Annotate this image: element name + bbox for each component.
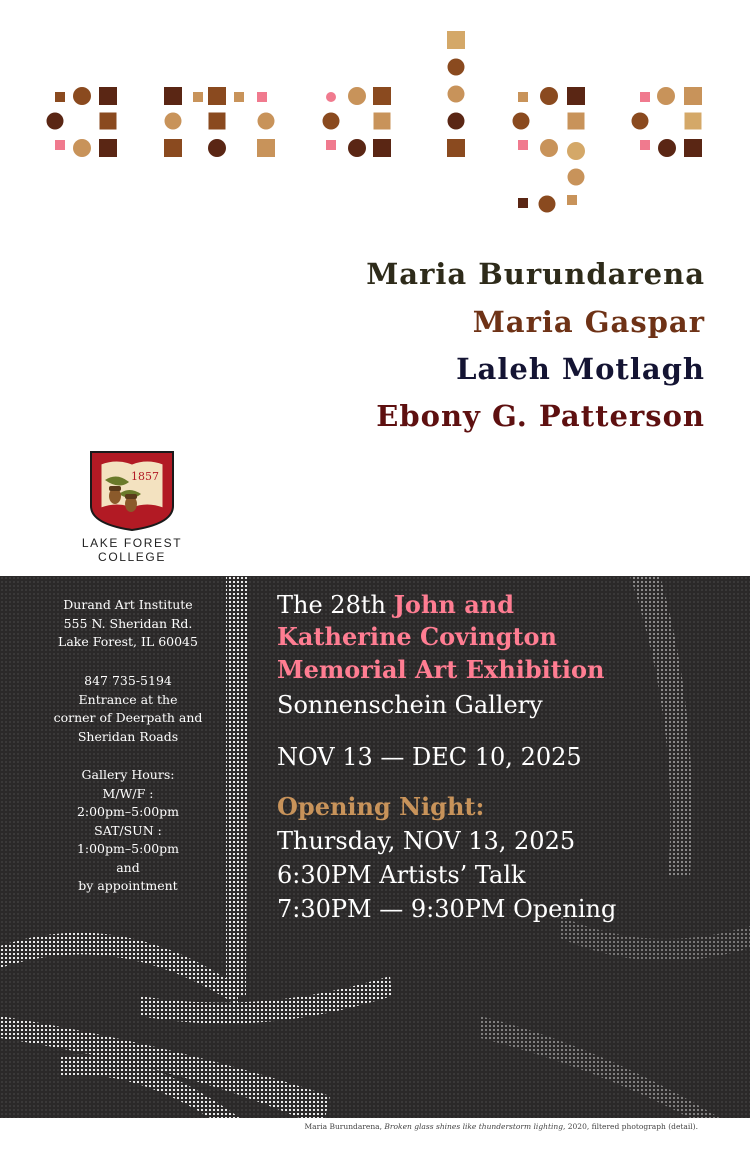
- title-square: [374, 113, 391, 130]
- hours-and: and: [116, 859, 140, 875]
- artist-name-4: Ebony G. Patterson: [376, 399, 705, 433]
- title-dot: [348, 87, 366, 105]
- title-square: [326, 140, 336, 150]
- gallery-hours-block: [28, 766, 228, 896]
- halftone-photo-band: [0, 576, 750, 1118]
- address-line-3: Lake Forest, IL 60045: [58, 634, 198, 649]
- title-dot: [258, 113, 275, 130]
- college-logo: [82, 450, 182, 564]
- title-square: [567, 195, 577, 205]
- title-square: [447, 139, 465, 157]
- hours-heading: Gallery Hours:: [81, 767, 175, 782]
- contact-block: [28, 672, 228, 746]
- title-dot: [448, 59, 465, 76]
- exhibition-title-part-1: John and: [393, 590, 514, 619]
- title-square: [100, 113, 117, 130]
- title-dot: [348, 139, 366, 157]
- college-name-line-1: LAKE FOREST: [81, 536, 183, 550]
- phone-number: 847 735-5194: [84, 673, 172, 688]
- title-square: [257, 92, 267, 102]
- title-dot: [658, 139, 676, 157]
- title-square: [208, 87, 226, 105]
- title-square: [193, 92, 203, 102]
- title-dot: [540, 139, 558, 157]
- opening-night-heading: Opening Night:: [277, 792, 485, 821]
- title-square: [567, 87, 585, 105]
- opening-date: Thursday, NOV 13, 2025: [277, 827, 576, 855]
- caption-work-title: Broken glass shines like thunderstorm lighting: [384, 1122, 563, 1131]
- title-square: [518, 140, 528, 150]
- hours-weekday-time: 2:00pm–5:00pm: [76, 804, 180, 819]
- address-line-1: Durand Art Institute: [63, 597, 193, 612]
- title-dot: [539, 196, 556, 213]
- title-dot: [657, 87, 675, 105]
- title-dot: [73, 139, 91, 157]
- title-square: [55, 140, 65, 150]
- title-dot: [567, 142, 585, 160]
- hours-weekend-time: 1:00pm–5:00pm: [76, 841, 180, 856]
- title-dot: [73, 87, 91, 105]
- shield-icon: [89, 450, 175, 532]
- title-dot: [448, 86, 465, 103]
- title-square: [684, 87, 702, 105]
- artists-talk-time: 6:30PM Artists’ Talk: [277, 861, 526, 889]
- title-square: [685, 113, 702, 130]
- caption-artist: Maria Burundarena,: [304, 1122, 385, 1131]
- exhibition-prefix: The 28th: [277, 591, 394, 619]
- title-dot: [540, 87, 558, 105]
- photo-credit: [304, 1122, 698, 1131]
- college-name-line-2: COLLEGE: [98, 550, 166, 564]
- title-dot: [513, 113, 530, 130]
- college-name: [72, 536, 192, 564]
- opening-reception-time: 7:30PM — 9:30PM Opening: [277, 895, 617, 923]
- address-block: [28, 596, 228, 652]
- title-square: [684, 139, 702, 157]
- photo-caption: [0, 1118, 750, 1159]
- entrance-line-2: corner of Deerpath and: [53, 710, 203, 725]
- entrance-line-3: Sheridan Roads: [77, 728, 179, 744]
- title-dot: [165, 113, 182, 130]
- title-lettering-art: [0, 0, 750, 230]
- title-dot: [323, 113, 340, 130]
- entrance-line-1: Entrance at the: [78, 691, 178, 707]
- title-dot: [632, 113, 649, 130]
- title-dot: [326, 92, 336, 102]
- title-square: [640, 140, 650, 150]
- exhibition-dates: NOV 13 — DEC 10, 2025: [277, 743, 582, 771]
- hours-appointment: by appointment: [78, 878, 178, 893]
- title-square: [164, 87, 182, 105]
- title-square: [55, 92, 65, 102]
- title-square: [209, 113, 226, 130]
- title-square: [447, 31, 465, 49]
- title-square: [99, 139, 117, 157]
- title-dot: [47, 113, 64, 130]
- exhibition-title-line-3: Memorial Art Exhibition: [277, 655, 605, 684]
- title-dot: [568, 169, 585, 186]
- title-square: [257, 139, 275, 157]
- title-square: [518, 92, 528, 102]
- title-square: [164, 139, 182, 157]
- title-square: [568, 113, 585, 130]
- title-square: [373, 139, 391, 157]
- gallery-name: Sonnenschein Gallery: [277, 691, 543, 719]
- hours-weekend-label: SAT/SUN :: [94, 822, 162, 838]
- address-line-2: 555 N. Sheridan Rd.: [63, 615, 193, 631]
- caption-details: , 2020, filtered photograph (detail).: [563, 1122, 698, 1131]
- title-dot: [208, 139, 226, 157]
- founding-year: 1857: [131, 470, 159, 483]
- title-square: [640, 92, 650, 102]
- artist-name-1: Maria Burundarena: [366, 257, 705, 291]
- title-square: [373, 87, 391, 105]
- exhibition-title-line-1: [277, 590, 514, 620]
- title-square: [234, 92, 244, 102]
- exhibition-title-line-2: Katherine Covington: [277, 622, 557, 651]
- artist-name-2: Maria Gaspar: [472, 305, 705, 339]
- artist-name-3: Laleh Motlagh: [456, 352, 705, 386]
- title-dot: [448, 113, 465, 130]
- title-square: [518, 198, 528, 208]
- title-square: [99, 87, 117, 105]
- hours-weekday-label: M/W/F :: [102, 785, 154, 801]
